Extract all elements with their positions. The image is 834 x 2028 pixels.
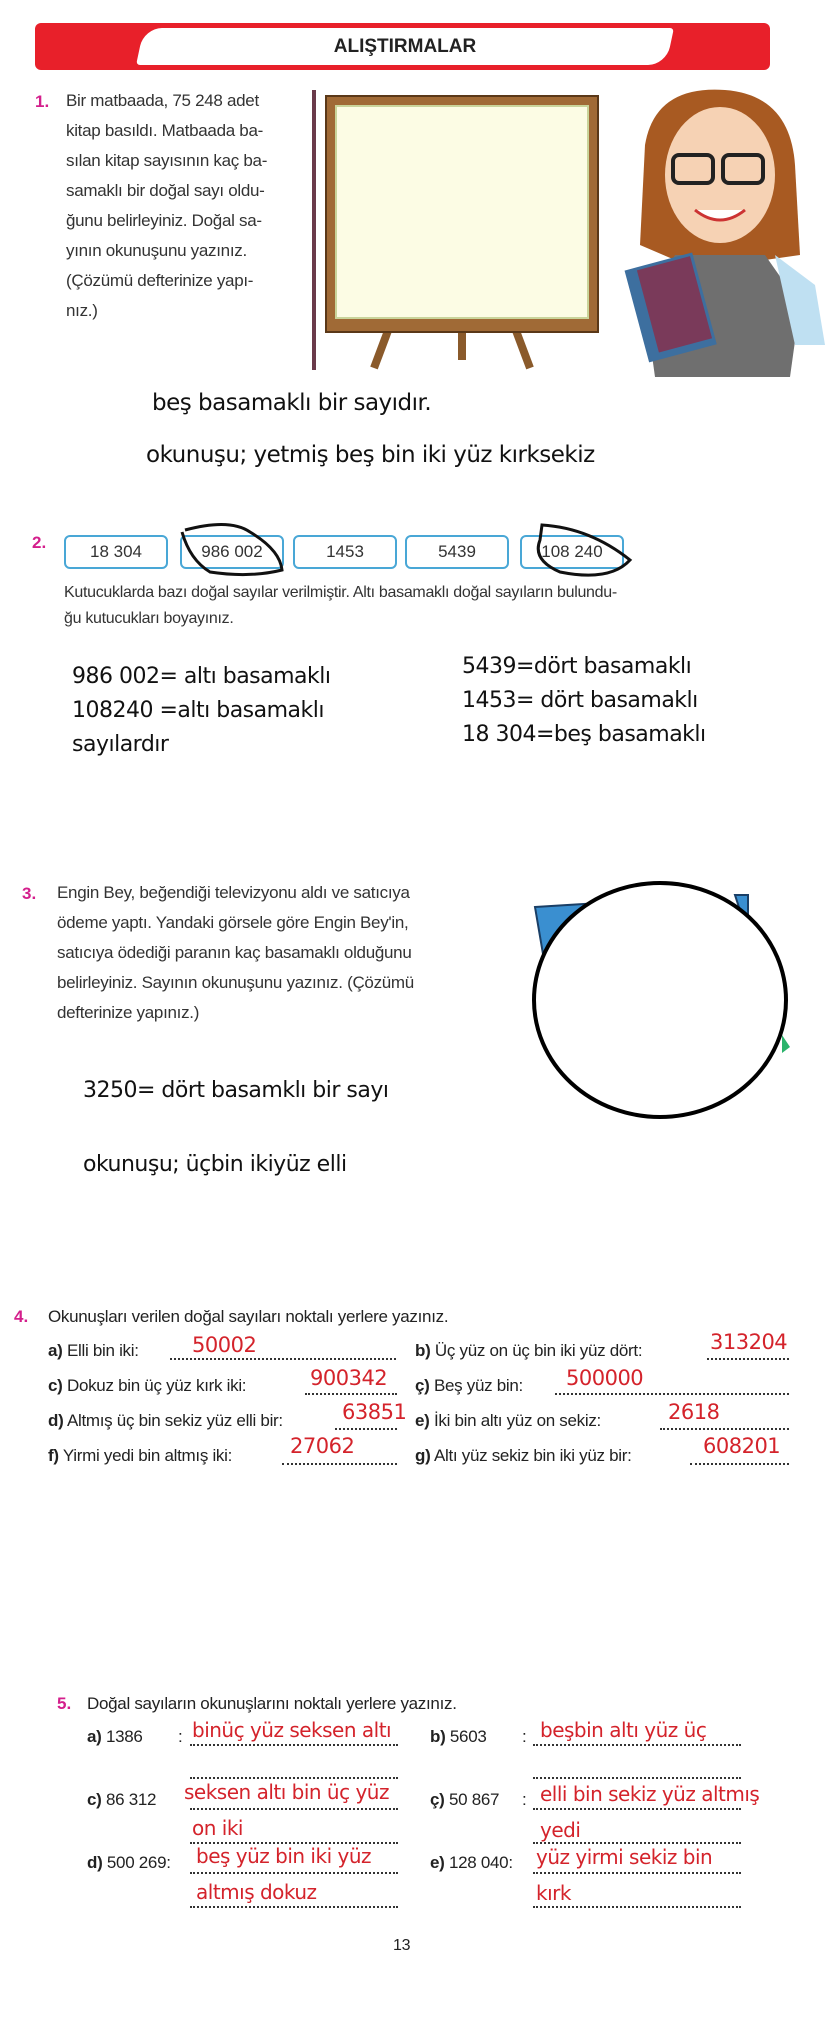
q4-item-g: g) Altı yüz sekiz bin iki yüz bir:	[415, 1446, 632, 1465]
red-answer: 27062	[290, 1434, 355, 1458]
red-answer: 2618	[668, 1400, 720, 1424]
q5-item-cc: ç) 50 867	[430, 1790, 500, 1809]
text-line: ödeme yaptı. Yandaki görsele göre Engin Bey'in,	[57, 913, 409, 932]
handwritten-answer-left	[72, 660, 331, 762]
question-1-text	[66, 86, 306, 326]
answer-field[interactable]	[305, 1393, 397, 1395]
text-line: belirleyiniz. Sayının okunuşunu yazınız. (Çözümü	[57, 973, 414, 992]
colon: :	[166, 1853, 171, 1872]
answer-field[interactable]	[533, 1808, 741, 1810]
red-answer: seksen altı bin üç yüz	[184, 1780, 389, 1804]
answer-field[interactable]	[170, 1358, 396, 1360]
teacher-illustration	[615, 85, 830, 377]
q4-item-c: c) Dokuz bin üç yüz kırk iki:	[48, 1376, 247, 1395]
text-line: defterinize yapınız.)	[57, 1003, 200, 1022]
handwritten-answer-right	[462, 650, 706, 752]
text-line: satıcıya ödediği paranın kaç basamaklı olduğunu	[57, 943, 412, 962]
answer-field[interactable]	[660, 1428, 789, 1430]
answer-field[interactable]	[190, 1872, 398, 1874]
q5-item-e: e) 128 040:	[430, 1853, 513, 1872]
q5-item-b: b) 5603	[430, 1727, 487, 1746]
answer-field[interactable]	[533, 1872, 741, 1874]
red-answer: kırk	[536, 1881, 571, 1905]
answer-field[interactable]	[335, 1428, 397, 1430]
answer-line: 986 002= altı basamaklı	[72, 664, 331, 689]
red-answer: beş yüz bin iki yüz	[196, 1844, 371, 1868]
answer-line: 5439=dört basamaklı	[462, 654, 692, 679]
text-line: Bir matbaada, 75 248 adet	[66, 91, 259, 110]
red-answer: yüz yirmi sekiz bin	[536, 1845, 713, 1869]
red-answer: 900342	[310, 1366, 388, 1390]
easel-board-illustration	[312, 90, 602, 372]
answer-field[interactable]	[707, 1358, 789, 1360]
answer-field[interactable]	[555, 1393, 789, 1395]
question-2-text	[64, 580, 617, 632]
red-answer: binüç yüz seksen altı	[192, 1718, 392, 1742]
text-line: Kutucuklarda bazı doğal sayılar verilmiştir. Altı basamaklı doğal sayıların bulundu-	[64, 584, 617, 601]
answer-field[interactable]	[190, 1906, 398, 1908]
text-line: ğu kutucukları boyayınız.	[64, 610, 234, 627]
text-line: yının okunuşunu yazınız.	[66, 241, 247, 260]
handwritten-answer: okunuşu; yetmiş beş bin iki yüz kırksekiz	[146, 442, 595, 468]
red-answer: 608201	[703, 1434, 781, 1458]
red-answer: yedi	[540, 1818, 581, 1842]
question-number: 5.	[57, 1694, 72, 1713]
page-title: ALIŞTIRMALAR	[333, 36, 477, 57]
text-line: sılan kitap sayısının kaç ba-	[66, 151, 268, 170]
text-line: (Çözümü defterinize yapı-	[66, 271, 254, 290]
red-answer: 63851	[342, 1400, 407, 1424]
red-answer: beşbin altı yüz üç	[540, 1718, 707, 1742]
q4-item-f: f) Yirmi yedi bin altmış iki:	[48, 1446, 233, 1465]
q4-item-e: e) İki bin altı yüz on sekiz:	[415, 1411, 601, 1430]
question-3-text	[57, 878, 517, 1028]
number-box[interactable]: 108 240	[520, 535, 624, 569]
q4-item-d: d) Altmış üç bin sekiz yüz elli bir:	[48, 1411, 283, 1430]
text-line: kitap basıldı. Matbaada ba-	[66, 121, 263, 140]
answer-field[interactable]	[190, 1744, 398, 1746]
colon: :	[508, 1853, 513, 1872]
q5-item-d: d) 500 269:	[87, 1853, 171, 1872]
red-answer: on iki	[192, 1816, 243, 1840]
colon: :	[522, 1727, 527, 1746]
red-answer: 50002	[192, 1333, 257, 1357]
question-5-prompt: Doğal sayıların okunuşlarını noktalı yerlere yazınız.	[87, 1694, 457, 1713]
answer-field[interactable]	[533, 1744, 741, 1746]
number-box[interactable]: 18 304	[64, 535, 168, 569]
handwritten-answer: beş basamaklı bir sayıdır.	[152, 390, 432, 416]
colon: :	[178, 1727, 183, 1746]
text-line: Engin Bey, beğendiği televizyonu aldı ve satıcıya	[57, 883, 410, 902]
answer-field[interactable]	[533, 1777, 741, 1779]
answer-field[interactable]	[533, 1842, 741, 1844]
circled-image	[520, 875, 800, 1125]
q4-item-a: a) Elli bin iki:	[48, 1341, 139, 1360]
q4-item-cc: ç) Beş yüz bin:	[415, 1376, 523, 1395]
q4-item-b: b) Üç yüz on üç bin iki yüz dört:	[415, 1341, 643, 1360]
question-number: 1.	[35, 92, 50, 111]
number-box[interactable]: 1453	[293, 535, 397, 569]
page-number: 13	[393, 1937, 411, 1954]
answer-field[interactable]	[533, 1906, 741, 1908]
answer-field[interactable]	[282, 1463, 397, 1465]
q5-item-c: c) 86 312	[87, 1790, 157, 1809]
handwritten-answer: okunuşu; üçbin ikiyüz elli	[83, 1152, 347, 1177]
question-4-prompt: Okunuşları verilen doğal sayıları noktalı yerlere yazınız.	[48, 1307, 449, 1326]
hand-drawn-circles	[170, 520, 640, 582]
text-line: nız.)	[66, 301, 98, 320]
colon: :	[522, 1790, 527, 1809]
answer-field[interactable]	[190, 1777, 398, 1779]
question-number: 3.	[22, 884, 37, 903]
text-line: ğunu belirleyiniz. Doğal sa-	[66, 211, 262, 230]
question-number: 2.	[32, 533, 47, 552]
answer-line: 18 304=beş basamaklı	[462, 722, 706, 747]
answer-field[interactable]	[190, 1808, 398, 1810]
question-number: 4.	[14, 1307, 29, 1326]
number-box[interactable]: 986 002	[180, 535, 284, 569]
red-answer: 313204	[710, 1330, 788, 1354]
answer-field[interactable]	[690, 1463, 789, 1465]
red-answer: elli bin sekiz yüz altmış	[540, 1782, 760, 1806]
answer-line: 108240 =altı basamaklı	[72, 698, 325, 723]
text-line: samaklı bir doğal sayı oldu-	[66, 181, 265, 200]
red-answer: altmış dokuz	[196, 1880, 317, 1904]
q5-item-a: a) 1386	[87, 1727, 143, 1746]
red-answer: 500000	[566, 1366, 644, 1390]
number-box[interactable]: 5439	[405, 535, 509, 569]
answer-line: 1453= dört basamaklı	[462, 688, 698, 713]
answer-line: sayılardır	[72, 732, 169, 757]
handwritten-answer: 3250= dört basamklı bir sayı	[83, 1078, 389, 1103]
